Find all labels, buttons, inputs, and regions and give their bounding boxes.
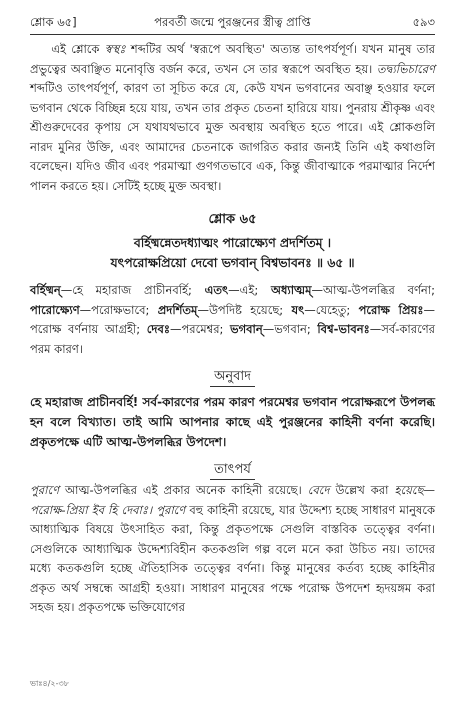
verse-line-2: যৎপরোক্ষপ্রিয়ো দেবো ভগবান্ বিশ্বভাবনঃ ॥ ৬৫ ॥ — [110, 256, 355, 270]
page-body — [30, 40, 435, 618]
page-footer-mark: ভাঃ৪/২-৩৮ — [30, 679, 69, 688]
translation-text: হে মহারাজ প্রাচীনবর্হি! সর্ব-কারণের পরম কারণ পরমেশ্বর ভগবান পরোক্ষরূপে উপলব্ধ হন বলে বিখ্যাত। তাই আমি আপনার কাছে এই পুরঞ্জনের কাহিনী বর্ণনা করেছি। প্রকৃতপক্ষে এটি আত্ম-উপলব্ধির উপদেশ। — [30, 395, 435, 449]
verse-reference: শ্লোক ৬৫] — [30, 14, 77, 29]
purport-heading: তাৎপর্য — [30, 460, 435, 481]
page-number: ৫৯৩ — [412, 14, 435, 29]
chapter-title: পরবর্তী জন্মে পুরঞ্জনের স্ত্রীত্ব প্রাপ্তি — [154, 14, 311, 29]
header-rule — [30, 34, 435, 35]
sanskrit-verse — [30, 233, 435, 273]
verse-line-1: বর্হিষ্মন্নেতদধ্যাত্মং পারোক্ষ্যেণ প্রদর্শিতম্ । — [133, 236, 332, 250]
purport-text: পুরাণে আত্ম-উপলব্ধির এই প্রকার অনেক কাহিনী রয়েছে। বেদে উল্লেখ করা হয়েছে—পরোক্ষ-প্রিয়া ইব হি দেবাঃ। পুরাণে বহু কাহিনী রয়েছে, যার উদ্দেশ্য হচ্ছে সাধারণ মানুষকে আধ্যাত্মিক বিষয়ে উৎসাহিত করা, কিন্তু প্রকৃতপক্ষে সেগুলি বাস্তবিক তত্ত্বের বর্ণনা। সেগুলিকে আধ্যাত্মিক উদ্দেশ্যবিহীন কতকগুলি গল্প বলে মনে করা উচিত নয়। তাদের মধ্যে কতকগুলি হচ্ছে ঐতিহাসিক তত্ত্বের বর্ণনা। কিন্তু মানুষের কর্তব্য হচ্ছে কাহিনীর প্রকৃত অর্থ সম্বন্ধে আগ্রহী হওয়া। সাধারণ মানুষের পক্ষে পরোক্ষ উপদেশ হৃদয়ঙ্গম করা সহজ হয়। প্রকৃতপক্ষে ভক্তিযোগের — [30, 483, 435, 614]
translation-heading: অনুবাদ — [30, 367, 435, 388]
word-for-word-synonyms: বর্হিষ্মন্—হে মহারাজ প্রাচীনবর্হি; এতৎ—এই; অধ্যাত্মম্—আত্ম-উপলব্ধির বর্ণনা; পারোক্ষ্যেণ—পরোক্ষভাবে; প্রদর্শিতম্—উপদিষ্ট হয়েছে; যৎ—যেহেতু; পরোক্ষ প্রিয়ঃ—পরোক্ষ বর্ণনায় আগ্রহী; দেবঃ—পরমেশ্বর; ভগবান্—ভগবান; বিশ্ব-ভাবনঃ—সর্ব-কারণের পরম কারণ। — [30, 283, 436, 356]
running-header — [30, 14, 435, 32]
intro-paragraph: এই শ্লোকে স্বস্থঃ শব্দটির অর্থ 'স্বরূপে অবস্থিত' অত্যন্ত তাৎপর্যপূর্ণ। যখন মানুষ তার প্রভুত্বের অবাঞ্ছিত মনোবৃত্তি বর্জন করে, তখন সে তার স্বরূপে অবস্থিত হয়। তদ্ব্যভিচারেণ শব্দটিও তাৎপর্যপূর্ণ, কারণ তা সূচিত করে যে, কেউ যখন ভগবানের অবাঞ্ছ হওয়ার ফলে ভগবান থেকে বিচ্ছিন্ন হয়ে যায়, তখন তার প্রকৃত চেতনা হারিয়ে যায়। পুনরায় শ্রীকৃষ্ণ এবং শ্রীগুরুদেবের কৃপায় সে যথাযথভাবে মুক্ত অবস্থায় অবস্থিত হতে পারে। এই শ্লোকগুলি নারদ মুনির উক্তি, এবং আমাদের চেতনাকে জাগরিত করার জন্যই তিনি এই কথাগুলি বলেছেন। যদিও জীব এবং পরমাত্মা গুণগতভাবে এক, কিন্তু জীবাত্মাকে পরমাত্মার নির্দেশ পালন করতে হয়। সেটিই হচ্ছে মুক্ত অবস্থা। — [30, 42, 436, 193]
verse-number: শ্লোক ৬৫ — [208, 212, 257, 227]
